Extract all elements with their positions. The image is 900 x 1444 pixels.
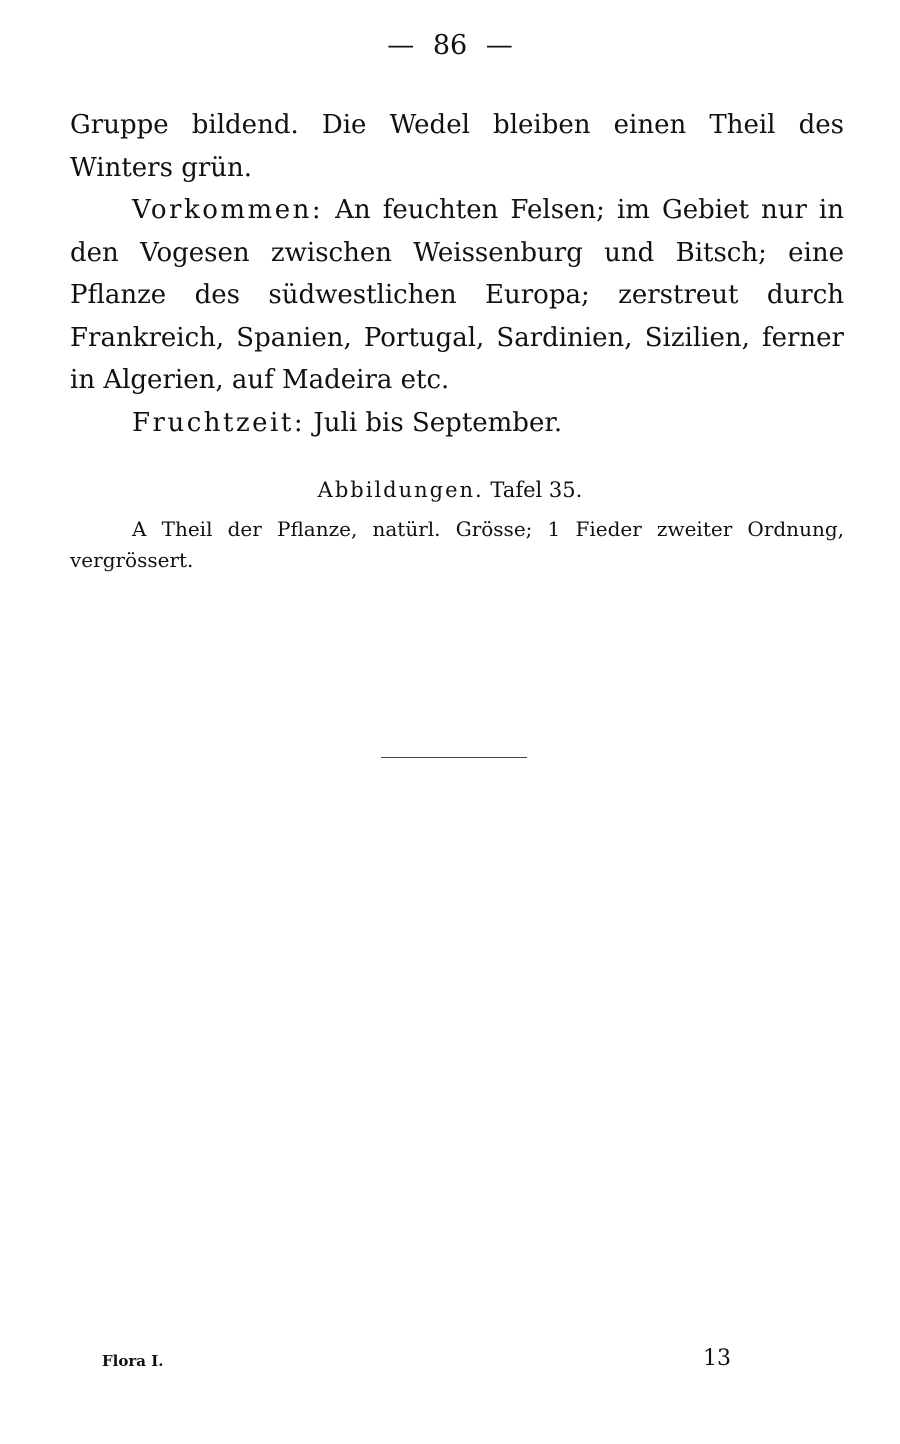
section-divider [381, 757, 527, 758]
footer-signature: Flora I. [102, 1352, 164, 1370]
paragraph-vorkommen [70, 189, 844, 402]
page-number: — 86 — [387, 30, 513, 61]
caption-heading [0, 478, 900, 502]
paragraph-text: An feuchten Felsen; im Gebiet nur in den Vogesen zwischen Weissenburg und Bitsch; eine Pflanze des südwestlichen Europa; zerstreut durch Frankreich, Spanien, Portugal, Sardinien, Sizilien, ferner in Algerien, auf Madeira etc. [70, 195, 844, 395]
paragraph-continuation [70, 104, 844, 189]
body-text [70, 104, 844, 444]
paragraph-label: Fruchtzeit: [132, 407, 306, 438]
caption-text: A Theil der Pflanze, natürl. Grösse; 1 Fieder zweiter Ordnung, vergrössert. [70, 517, 844, 572]
paragraph-fruchtzeit [70, 402, 844, 445]
paragraph-label: Vorkommen: [132, 195, 324, 225]
caption-plate: Tafel 35. [490, 478, 583, 502]
paragraph-text: Juli bis September. [305, 407, 563, 438]
footer-sheet-number: 13 [703, 1346, 731, 1371]
paragraph-text: Gruppe bildend. Die Wedel bleiben einen Theil des Winters grün. [70, 110, 844, 183]
caption-label: Abbildungen. [317, 478, 484, 502]
